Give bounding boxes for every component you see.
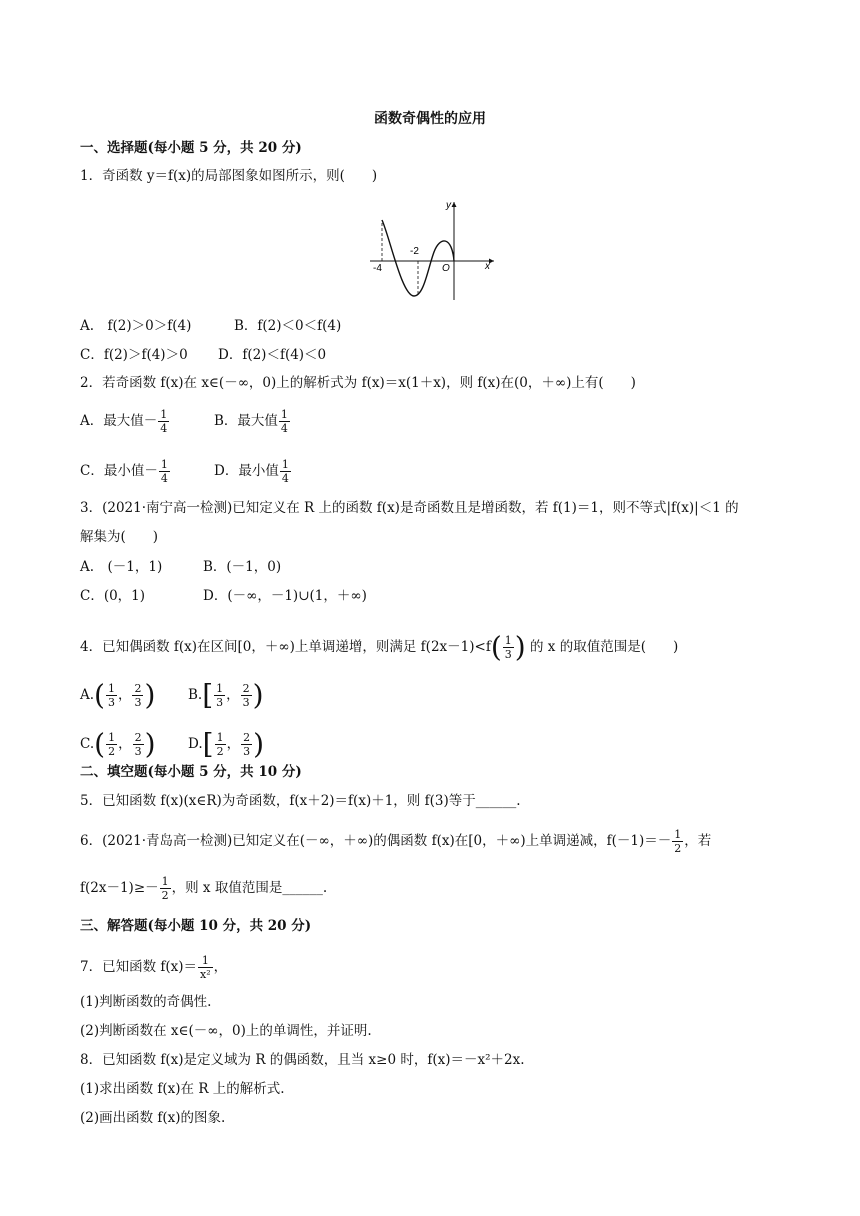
q1-option-a: A. f(2)＞0＞f(4) [80,318,192,334]
numerator: 1 [161,875,169,888]
denominator: 4 [160,422,168,435]
denominator: 3 [134,745,142,758]
fraction [133,731,144,758]
q4-stem [80,630,679,664]
q6-line2-text: f(2x－1)≥－ [80,880,159,896]
denominator: 4 [280,422,288,435]
fraction [241,731,252,758]
fraction [279,408,290,435]
q3-option-d: D．(－∞，－1)∪(1，＋∞) [203,588,367,604]
q2-option-a-text: A．最大值－ [80,413,158,429]
q1-stem: 1．奇函数 y＝f(x)的局部图象如图所示，则( ) [80,168,378,184]
q1-function-graph [368,196,498,306]
q4-stem-end: 的 x 的取值范围是( ) [530,639,679,655]
fraction [672,828,683,855]
denominator: 4 [281,472,289,485]
fraction [106,682,117,709]
q4-option-b [188,678,264,712]
denominator: 2 [674,842,682,855]
fraction [241,682,252,709]
q2-option-d-text: D．最小值 [214,463,279,479]
denominator: 3 [216,696,224,709]
q6-line1-text: 6．(2021·青岛高一检测)已知定义在(－∞，＋∞)的偶函数 f(x)在[0，＋∞)上单调递减，f(－1)＝－ [80,833,672,849]
q8-part1: (1)求出函数 f(x)在 R 上的解析式. [80,1081,285,1097]
q4-option-c [80,727,156,761]
paren-close: ) [253,727,265,761]
q3-option-a: A. (－1，1) [80,559,163,575]
q8-part2: (2)画出函数 f(x)的图象. [80,1110,226,1126]
fraction [160,875,171,902]
denominator: x² [200,968,211,981]
numerator: 1 [281,458,289,471]
paren-open: ( [94,727,106,761]
fraction [132,682,143,709]
section-choice-heading: 一、选择题(每小题 5 分，共 20 分) [80,140,302,156]
fraction [198,954,213,981]
numerator: 2 [242,682,250,695]
q3-option-c: C．(0，1) [80,588,146,604]
q6-line1 [80,828,711,855]
q4-option-b-label: B. [188,687,203,703]
q2-option-b-text: B．最大值 [214,413,278,429]
numerator: 1 [107,682,115,695]
numerator: 1 [108,731,116,744]
q2-option-c [80,458,171,485]
q6-line2-end: ，则 x 取值范围是______. [171,880,328,896]
bracket-open: [ [202,678,214,712]
bracket-open: [ [202,727,214,761]
q1-option-c: C．f(2)＞f(4)＞0 [80,347,188,363]
fraction [159,458,170,485]
q2-option-a [80,408,170,435]
fraction [503,634,514,661]
q6-line1-end: ，若 [684,833,712,849]
denominator: 2 [108,745,116,758]
paren-close: ) [144,727,156,761]
fraction [106,731,117,758]
q7-stem-text: 7．已知函数 f(x)＝ [80,959,198,975]
numerator: 1 [216,731,224,744]
q7-part1: (1)判断函数的奇偶性. [80,994,212,1010]
q4-option-a [80,678,156,712]
denominator: 3 [504,648,512,661]
q3-stem-line2: 解集为( ) [80,529,159,545]
label-x: x [485,261,490,272]
label-neg4: -4 [373,263,382,274]
q4-option-d [188,727,265,761]
label-neg2: -2 [410,246,419,257]
q4-option-d-label: D. [188,736,203,752]
q7-part2: (2)判断函数在 x∈(－∞，0)上的单调性，并证明. [80,1023,372,1039]
q7-stem-end: ， [213,959,228,975]
q2-stem: 2．若奇函数 f(x)在 x∈(－∞，0)上的解析式为 f(x)＝x(1＋x)，则 f(x)在(0，＋∞)上有( ) [80,375,636,391]
paren-open: ( [94,678,105,712]
comma: ， [118,736,132,752]
q8-stem: 8．已知函数 f(x)是定义域为 R 的偶函数，且当 x≥0 时，f(x)＝－x²＋2x. [80,1052,525,1068]
label-y: y [446,200,451,211]
comma: ， [117,687,132,703]
numerator: 2 [243,731,251,744]
numerator: 1 [198,954,213,968]
paren-open: ( [490,630,502,664]
section-answer-heading: 三、解答题(每小题 10 分，共 20 分) [80,918,312,934]
q2-option-d [214,458,292,485]
numerator: 1 [216,682,224,695]
q3-stem-line1: 3．(2021·南宁高一检测)已知定义在 R 上的函数 f(x)是奇函数且是增函数，若 f(1)＝1，则不等式|f(x)|＜1 的 [80,500,739,516]
q5-stem: 5．已知函数 f(x)(x∈R)为奇函数，f(x＋2)＝f(x)＋1，则 f(3)等于______. [80,793,521,809]
denominator: 3 [134,696,142,709]
q2-option-c-text: C．最小值－ [80,463,158,479]
paren-close: ) [252,678,264,712]
denominator: 3 [242,696,250,709]
comma: ， [226,687,240,703]
numerator: 2 [134,682,142,695]
denominator: 2 [161,889,169,902]
comma: ， [226,736,241,752]
page-title: 函数奇偶性的应用 [374,111,486,127]
q1-option-d: D．f(2)＜f(4)＜0 [218,347,327,363]
y-axis-arrow [452,202,457,207]
fraction [280,458,291,485]
denominator: 3 [107,696,115,709]
numerator: 1 [160,408,168,421]
denominator: 3 [243,745,251,758]
function-curve [382,220,454,296]
q7-stem [80,954,227,981]
q4-stem-text: 4．已知偶函数 f(x)在区间[0，＋∞)上单调递增，则满足 f(2x－1)<f [80,639,491,655]
q1-option-b: B．f(2)＜0＜f(4) [234,318,342,334]
q6-line2 [80,875,327,902]
fraction [214,682,225,709]
numerator: 1 [280,408,288,421]
numerator: 1 [674,828,682,841]
fraction [158,408,169,435]
numerator: 2 [134,731,142,744]
denominator: 2 [216,745,224,758]
q4-option-a-label: A. [80,687,95,703]
numerator: 1 [160,458,168,471]
section-fill-heading: 二、填空题(每小题 5 分，共 10 分) [80,764,302,780]
q4-option-c-label: C. [80,736,95,752]
q3-option-b: B．(－1，0) [203,559,282,575]
paren-close: ) [144,678,156,712]
numerator: 1 [504,634,512,647]
fraction [215,731,226,758]
label-origin: O [442,263,450,274]
q2-option-b [214,408,291,435]
paren-close: ) [514,630,526,664]
denominator: 4 [160,472,168,485]
